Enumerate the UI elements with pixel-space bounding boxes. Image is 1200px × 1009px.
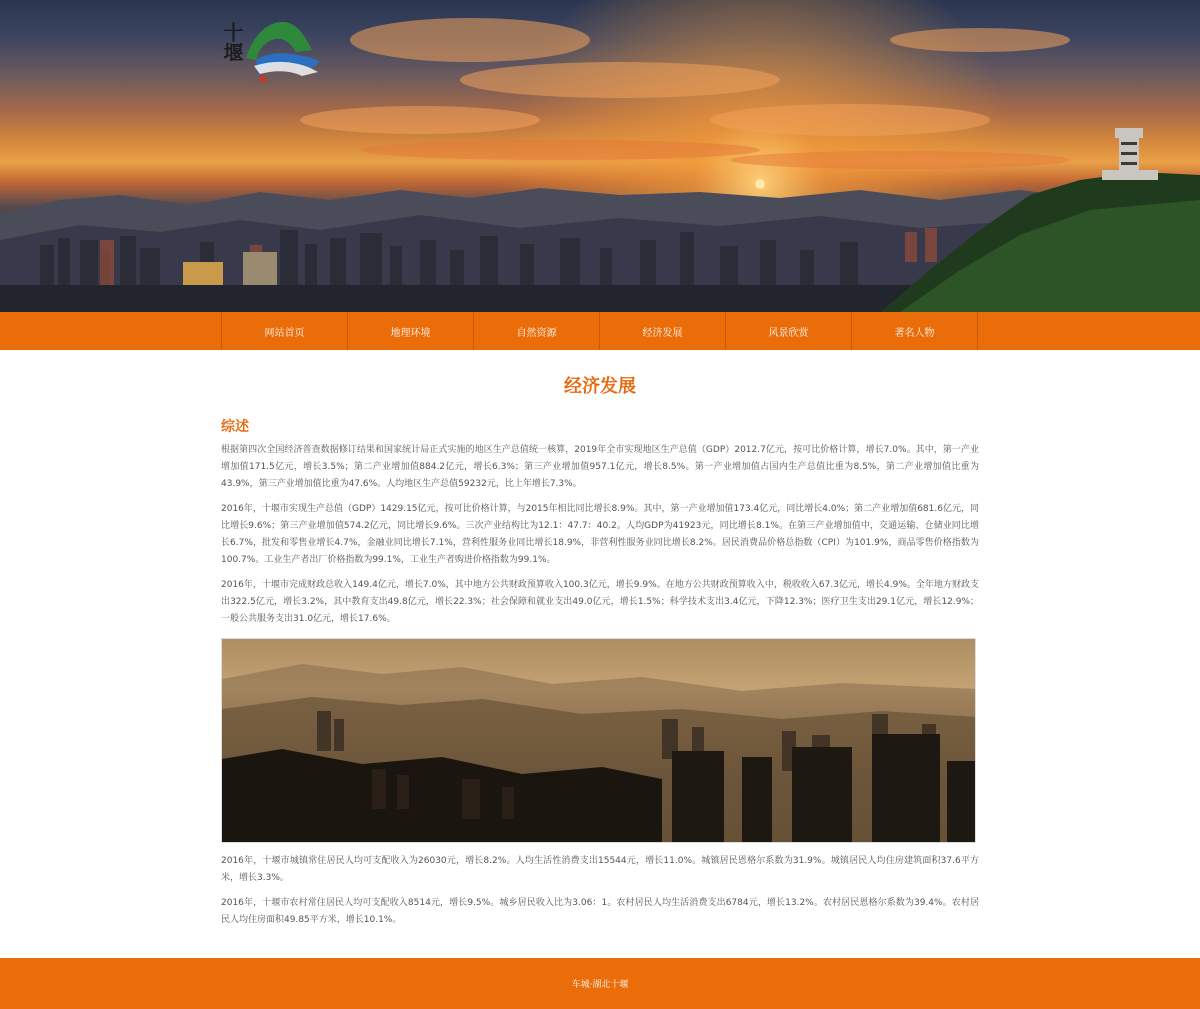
nav-item-label: 风景欣赏 (768, 327, 809, 339)
nav-item-home[interactable] (222, 312, 348, 350)
paragraph: 2016年，十堰市城镇常住居民人均可支配收入为26030元，增长8.2%。人均生活性消费支出15544元，增长11.0%。城镇居民恩格尔系数为31.9%。城镇居民人均住房建筑面积37.6平方米，增长3.3%。 (221, 856, 979, 883)
footer-text: 车城·湖北十堰 (571, 980, 629, 990)
main-content (221, 375, 979, 929)
nav-item-label: 自然资源 (516, 327, 557, 339)
sun (755, 179, 765, 189)
logo-text: 十堰 (220, 22, 244, 62)
section-heading: 综述 (221, 419, 249, 435)
paragraph: 根据第四次全国经济普查数据修订结果和国家统计局正式实施的地区生产总值统一核算，2019年全市实现地区生产总值（GDP）2012.7亿元，按可比价格计算，增长7.0%。其中，第一产业增加值171.5亿元，增长3.5%；第二产业增加值884.2亿元，增长6.3%；第三产业增加值957.1亿元，增长8.5%。第一产业增加值占国内生产总值比重为8.5%，第二产业增加值比重为43.9%，第三产业增加值比重为47.6%。人均地区生产总值59232元，比上年增长7.3%。 (221, 445, 979, 489)
nav-item-label: 著名人物 (894, 327, 935, 339)
paragraph: 2016年，十堰市完成财政总收入149.4亿元，增长7.0%，其中地方公共财政预算收入100.3亿元，增长9.9%。在地方公共财政预算收入中，税收收入67.3亿元，增长4.9%。全年地方财政支出322.5亿元，增长3.2%，其中教育支出49.8亿元，增长22.3%；社会保障和就业支出49.0亿元，增长1.5%；科学技术支出3.4亿元，下降12.3%；医疗卫生支出29.1亿元，增长12.9%；一般公共服务支出31.0亿元，增长17.6%。 (221, 580, 979, 624)
nav-item-scenery[interactable] (726, 312, 852, 350)
mountain-river-logo-icon (242, 18, 322, 82)
page-title: 经济发展 (564, 376, 636, 397)
nav-item-label: 地理环境 (390, 327, 431, 339)
main-nav (0, 312, 1200, 350)
site-logo[interactable] (220, 16, 324, 82)
nav-item-label: 网站首页 (264, 327, 305, 339)
nav-item-resources[interactable] (474, 312, 600, 350)
city-sunset-scene (0, 0, 1200, 312)
nav-item-people[interactable] (852, 312, 978, 350)
footer (0, 958, 1200, 1009)
hero-banner (0, 0, 1200, 312)
nav-item-label: 经济发展 (642, 327, 683, 339)
city-haze-scene (222, 639, 976, 843)
city-haze-photo (221, 638, 976, 843)
paragraph: 2016年，十堰市实现生产总值（GDP）1429.15亿元，按可比价格计算，与2015年相比同比增长8.9%。其中，第一产业增加值173.4亿元，同比增长4.0%；第二产业增加值681.6亿元，同比增长9.6%；第三产业增加值574.2亿元，同比增长9.6%。三次产业结构比为12.1：47.7：40.2。人均GDP为41923元，同比增长8.1%。在第三产业增加值中，交通运输、仓储业同比增长6.7%，批发和零售业增长4.7%，金融业同比增长7.1%，营利性服务业同比增长18.9%，非营利性服务业同比增长8.2%。居民消费品价格总指数（CPI）为101.9%，商品零售价格指数为100.7%。工业生产者出厂价格指数为99.1%，工业生产者购进价格指数为99.1%。 (221, 504, 979, 565)
paragraph: 2016年，十堰市农村常住居民人均可支配收入8514元，增长9.5%。城乡居民收入比为3.06：1。农村居民人均生活消费支出6784元，增长13.2%。农村居民恩格尔系数为39.4%。农村居民人均住房面积49.85平方米，增长10.1%。 (221, 898, 979, 925)
nav-item-geography[interactable] (348, 312, 474, 350)
nav-item-economy[interactable] (600, 312, 726, 350)
